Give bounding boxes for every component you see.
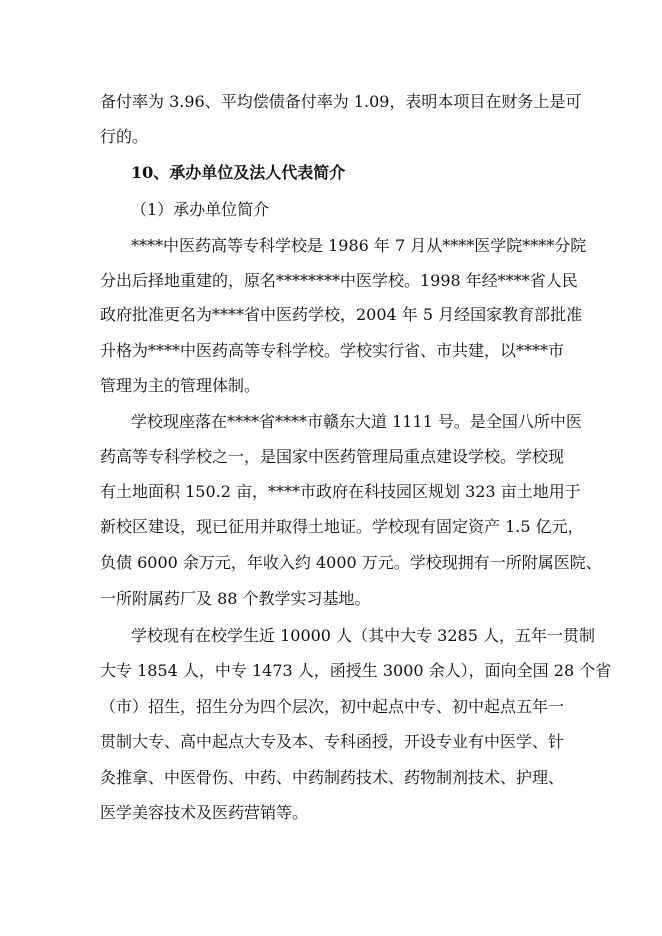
paragraph-2-line-3: 有土地面积 150.2 亩，****市政府在科技园区规划 323 亩土地用于 (100, 482, 581, 501)
paragraph-2-line-5: 负债 6000 余万元，年收入约 4000 万元。学校现拥有一所附属医院、 (100, 553, 602, 572)
paragraph-1-line-4: 升格为****中医药高等专科学校。学校实行省、市共建，以****市 (100, 341, 565, 360)
paragraph-3-line-6: 医学美容技术及医药营销等。 (100, 803, 309, 822)
paragraph-1-line-5: 管理为主的管理体制。 (100, 376, 261, 395)
paragraph-2-line-4: 新校区建设，现已征用并取得土地证。学校现有固定资产 1.5 亿元， (100, 517, 584, 536)
paragraph-1-line-3: 政府批准更名为****省中医药学校，2004 年 5 月经国家教育部批准 (100, 305, 583, 324)
paragraph-2-line-2: 药高等专科学校之一，是国家中医药管理局重点建设学校。学校现 (100, 447, 565, 466)
paragraph-1-line-1: ****中医药高等专科学校是 1986 年 7 月从****医学院****分院 (131, 236, 587, 255)
paragraph-2-line-6: 一所附属药厂及 88 个教学实习基地。 (100, 589, 371, 608)
paragraph-3-line-5: 灸推拿、中医骨伤、中药、中药制药技术、药物制剂技术、护理、 (100, 768, 565, 787)
paragraph-3-line-3: （市）招生，招生分为四个层次，初中起点中专、初中起点五年一 (100, 697, 565, 716)
text-line-2: 行的。 (100, 127, 149, 146)
paragraph-1-line-2: 分出后择地重建的，原名********中医学校。1998 年经****省人民 (100, 271, 578, 290)
paragraph-2-line-1: 学校现座落在****省****市赣东大道 1111 号。是全国八所中医 (131, 412, 582, 431)
paragraph-3-line-4: 贯制大专、高中起点大专及本、专科函授，开设专业有中医学、针 (100, 732, 565, 751)
paragraph-3-line-2: 大专 1854 人，中专 1473 人，函授生 3000 余人），面向全国 28 个省 (100, 661, 612, 680)
section-heading: 10、承办单位及法人代表简介 (131, 163, 346, 182)
subsection-heading: （1）承办单位简介 (131, 200, 270, 219)
paragraph-3-line-1: 学校现有在校学生近 10000 人（其中大专 3285 人，五年一贯制 (131, 626, 595, 645)
text-line-1: 备付率为 3.96、平均偿债备付率为 1.09，表明本项目在财务上是可 (100, 92, 582, 111)
